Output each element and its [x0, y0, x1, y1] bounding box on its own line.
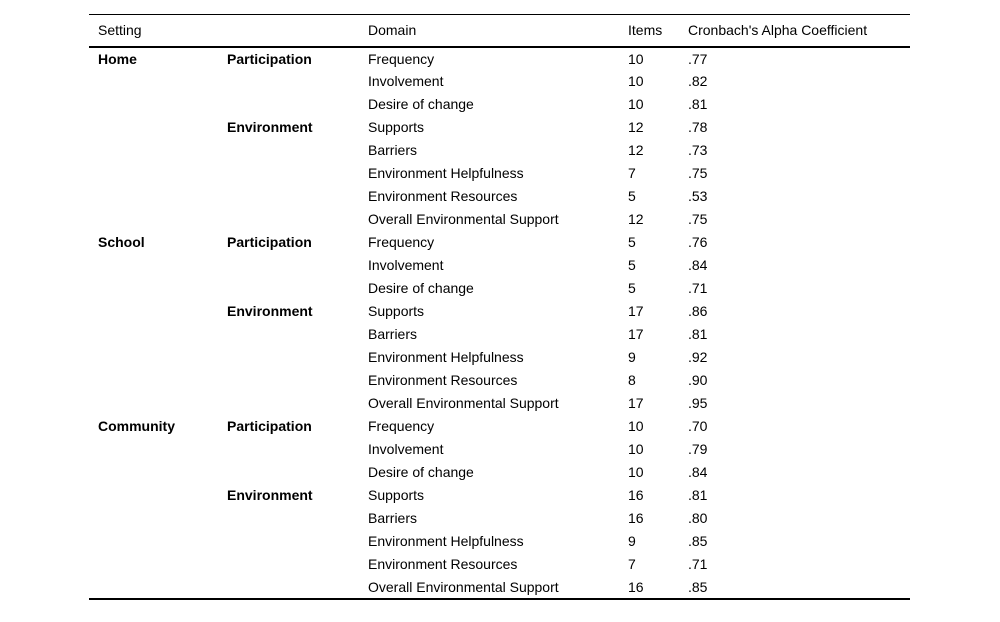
domain-cell: Frequency	[368, 418, 435, 434]
items-cell: 5	[628, 280, 636, 296]
subscale-cell: Participation	[227, 50, 312, 67]
alpha-cell: .80	[688, 510, 708, 526]
table-row	[89, 461, 910, 484]
alpha-cell: .81	[688, 326, 708, 342]
column-header-subscale	[227, 15, 368, 47]
subscale-cell	[227, 323, 368, 346]
items-cell: 16	[628, 578, 644, 595]
items-cell: 12	[628, 142, 644, 158]
subscale-cell	[227, 507, 368, 530]
table-row	[89, 415, 910, 438]
domain-cell: Environment Helpfulness	[368, 349, 524, 365]
table-row	[89, 254, 910, 277]
setting-cell	[89, 254, 227, 277]
domain-cell: Desire of change	[368, 280, 474, 296]
table-row	[89, 530, 910, 553]
alpha-cell: .73	[688, 142, 708, 158]
setting-cell	[89, 185, 227, 208]
setting-cell	[89, 369, 227, 392]
table-row	[89, 392, 910, 415]
header-row	[89, 15, 910, 47]
subscale-cell	[227, 139, 368, 162]
domain-cell: Environment Resources	[368, 556, 518, 572]
table-body	[89, 47, 910, 599]
setting-cell	[89, 208, 227, 231]
items-cell: 10	[628, 464, 644, 480]
table-row	[89, 231, 910, 254]
items-cell: 8	[628, 372, 636, 388]
subscale-cell	[227, 208, 368, 231]
subscale-cell: Participation	[227, 234, 312, 250]
items-cell: 5	[628, 257, 636, 273]
domain-cell: Frequency	[368, 234, 435, 250]
reliability-table	[89, 14, 910, 600]
alpha-cell: .85	[688, 578, 708, 595]
domain-cell: Desire of change	[368, 96, 474, 112]
table-row	[89, 323, 910, 346]
table-row	[89, 277, 910, 300]
setting-cell	[89, 438, 227, 461]
domain-cell: Involvement	[368, 73, 444, 89]
items-cell: 17	[628, 395, 644, 411]
items-cell: 10	[628, 50, 644, 67]
domain-cell: Environment Resources	[368, 188, 518, 204]
subscale-cell	[227, 254, 368, 277]
subscale-cell: Environment	[227, 303, 313, 319]
alpha-cell: .70	[688, 418, 708, 434]
setting-cell	[89, 530, 227, 553]
alpha-cell: .71	[688, 280, 708, 296]
table-row	[89, 553, 910, 576]
setting-cell	[89, 162, 227, 185]
table-row	[89, 346, 910, 369]
items-cell: 10	[628, 73, 644, 89]
items-cell: 9	[628, 349, 636, 365]
items-cell: 9	[628, 533, 636, 549]
setting-cell	[89, 323, 227, 346]
subscale-cell: Environment	[227, 487, 313, 503]
alpha-cell: .78	[688, 119, 708, 135]
domain-cell: Involvement	[368, 441, 444, 457]
table-row	[89, 438, 910, 461]
setting-cell	[89, 277, 227, 300]
setting-cell: Community	[98, 418, 175, 434]
column-header-domain: Domain	[368, 15, 628, 47]
alpha-cell: .92	[688, 349, 708, 365]
domain-cell: Environment Helpfulness	[368, 533, 524, 549]
subscale-cell	[227, 185, 368, 208]
items-cell: 5	[628, 188, 636, 204]
subscale-cell	[227, 461, 368, 484]
reliability-table-container	[89, 14, 910, 600]
subscale-cell	[227, 438, 368, 461]
subscale-cell	[227, 530, 368, 553]
table-row	[89, 93, 910, 116]
subscale-cell	[227, 162, 368, 185]
subscale-cell	[227, 392, 368, 415]
column-header-setting: Setting	[89, 15, 227, 47]
domain-cell: Environment Resources	[368, 372, 518, 388]
domain-cell: Overall Environmental Support	[368, 578, 559, 595]
setting-cell	[89, 70, 227, 93]
alpha-cell: .95	[688, 395, 708, 411]
subscale-cell	[227, 576, 368, 599]
alpha-cell: .71	[688, 556, 708, 572]
items-cell: 7	[628, 165, 636, 181]
alpha-cell: .84	[688, 257, 708, 273]
domain-cell: Overall Environmental Support	[368, 395, 559, 411]
setting-cell: School	[98, 234, 145, 250]
table-row	[89, 70, 910, 93]
table-row	[89, 185, 910, 208]
alpha-cell: .90	[688, 372, 708, 388]
domain-cell: Overall Environmental Support	[368, 211, 559, 227]
column-header-items: Items	[628, 15, 688, 47]
items-cell: 16	[628, 487, 644, 503]
alpha-cell: .77	[688, 50, 708, 67]
column-header-alpha: Cronbach's Alpha Coefficient	[688, 15, 910, 47]
items-cell: 12	[628, 119, 644, 135]
domain-cell: Barriers	[368, 326, 418, 342]
items-cell: 7	[628, 556, 636, 572]
subscale-cell	[227, 369, 368, 392]
items-cell: 12	[628, 211, 644, 227]
table-row	[89, 139, 910, 162]
setting-cell	[89, 93, 227, 116]
alpha-cell: .79	[688, 441, 708, 457]
subscale-cell: Participation	[227, 418, 312, 434]
table-row	[89, 507, 910, 530]
alpha-cell: .86	[688, 303, 708, 319]
domain-cell: Environment Helpfulness	[368, 165, 524, 181]
items-cell: 17	[628, 326, 644, 342]
alpha-cell: .76	[688, 234, 708, 250]
items-cell: 16	[628, 510, 644, 526]
setting-cell: Home	[98, 50, 137, 67]
domain-cell: Frequency	[368, 50, 435, 67]
setting-cell	[89, 484, 227, 507]
alpha-cell: .53	[688, 188, 708, 204]
setting-cell	[89, 553, 227, 576]
setting-cell	[89, 139, 227, 162]
setting-cell	[89, 461, 227, 484]
alpha-cell: .75	[688, 211, 708, 227]
domain-cell: Supports	[368, 487, 425, 503]
subscale-cell	[227, 346, 368, 369]
table-row	[89, 576, 910, 599]
domain-cell: Involvement	[368, 257, 444, 273]
table-row	[89, 47, 910, 70]
domain-cell: Barriers	[368, 510, 418, 526]
table-row	[89, 162, 910, 185]
setting-cell	[89, 576, 227, 599]
setting-cell	[89, 507, 227, 530]
subscale-cell	[227, 277, 368, 300]
items-cell: 10	[628, 441, 644, 457]
setting-cell	[89, 116, 227, 139]
table-row	[89, 208, 910, 231]
domain-cell: Barriers	[368, 142, 418, 158]
table-row	[89, 369, 910, 392]
alpha-cell: .81	[688, 96, 708, 112]
alpha-cell: .82	[688, 73, 708, 89]
subscale-cell: Environment	[227, 119, 313, 135]
domain-cell: Desire of change	[368, 464, 474, 480]
alpha-cell: .85	[688, 533, 708, 549]
items-cell: 10	[628, 418, 644, 434]
table-row	[89, 300, 910, 323]
table-row	[89, 484, 910, 507]
subscale-cell	[227, 93, 368, 116]
items-cell: 10	[628, 96, 644, 112]
setting-cell	[89, 392, 227, 415]
setting-cell	[89, 346, 227, 369]
subscale-cell	[227, 70, 368, 93]
domain-cell: Supports	[368, 303, 425, 319]
alpha-cell: .81	[688, 487, 708, 503]
items-cell: 17	[628, 303, 644, 319]
alpha-cell: .75	[688, 165, 708, 181]
alpha-cell: .84	[688, 464, 708, 480]
domain-cell: Supports	[368, 119, 425, 135]
subscale-cell	[227, 553, 368, 576]
items-cell: 5	[628, 234, 636, 250]
table-row	[89, 116, 910, 139]
setting-cell	[89, 300, 227, 323]
